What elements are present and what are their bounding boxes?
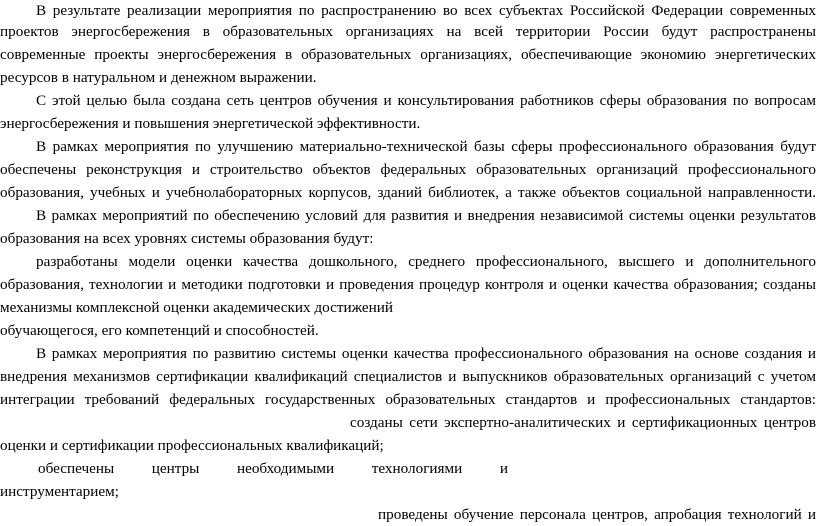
text-line: проектов энергосбережения в образовательных организациях на всей территории России будут распространены: [0, 23, 816, 40]
text-line: созданы сети экспертно-аналитических и сертификационных центров: [350, 414, 816, 431]
text-line: образования на всех уровнях системы образования будут:: [0, 230, 374, 247]
text-line: энергосбережения и повышения энергетической эффективности.: [0, 115, 421, 132]
text-line: образования, технологии и методики подготовки и проведения процедур контроля и оценки качества образования; созданы: [0, 276, 816, 293]
text-line: В результате реализации мероприятия по распространению во всех субъектах Российской Федерации современных: [36, 2, 816, 19]
text-line: образования, учебных и учебнолабораторных корпусов, зданий библиотек, а также объектов социальной направленности.: [0, 184, 816, 201]
text-line: обеспечены реконструкция и строительство объектов федеральных образовательных организаций профессионального: [0, 161, 816, 178]
text-line: проведены обучение персонала центров, апробация технологий и: [378, 506, 816, 523]
text-line: интеграции требований федеральных государственных образовательных стандартов и профессиональных стандартов:: [0, 391, 816, 408]
text-line: обеспечены центры необходимыми технологиями и: [38, 460, 508, 477]
text-line: В рамках мероприятий по обеспечению условий для развития и внедрения независимой системы оценки результатов: [36, 207, 816, 224]
text-line: В рамках мероприятия по развитию системы оценки качества профессионального образования на основе создания и: [36, 345, 816, 362]
text-line: механизмы комплексной оценки академических достижений: [0, 299, 394, 316]
text-line: разработаны модели оценки качества дошкольного, среднего профессионального, высшего и дополнительного: [36, 253, 816, 270]
text-line: С этой целью была создана сеть центров обучения и консультирования работников сферы образования по вопросам: [36, 92, 816, 109]
text-line: внедрения механизмов сертификации квалификаций специалистов и выпускников образовательных организаций с учетом: [0, 368, 816, 385]
text-line: ресурсов в натуральном и денежном выражении.: [0, 69, 317, 86]
text-line: обучающегося, его компетенций и способностей.: [0, 322, 319, 339]
text-line: В рамках мероприятия по улучшению материально-технической базы сферы профессионального образования будут: [36, 138, 816, 155]
text-line: инструментарием;: [0, 483, 119, 500]
text-line: современные проекты энергосбережения в образовательных организациях, обеспечивающие экономию энергетических: [0, 46, 816, 63]
text-line: оценки и сертификации профессиональных квалификаций;: [0, 437, 384, 454]
